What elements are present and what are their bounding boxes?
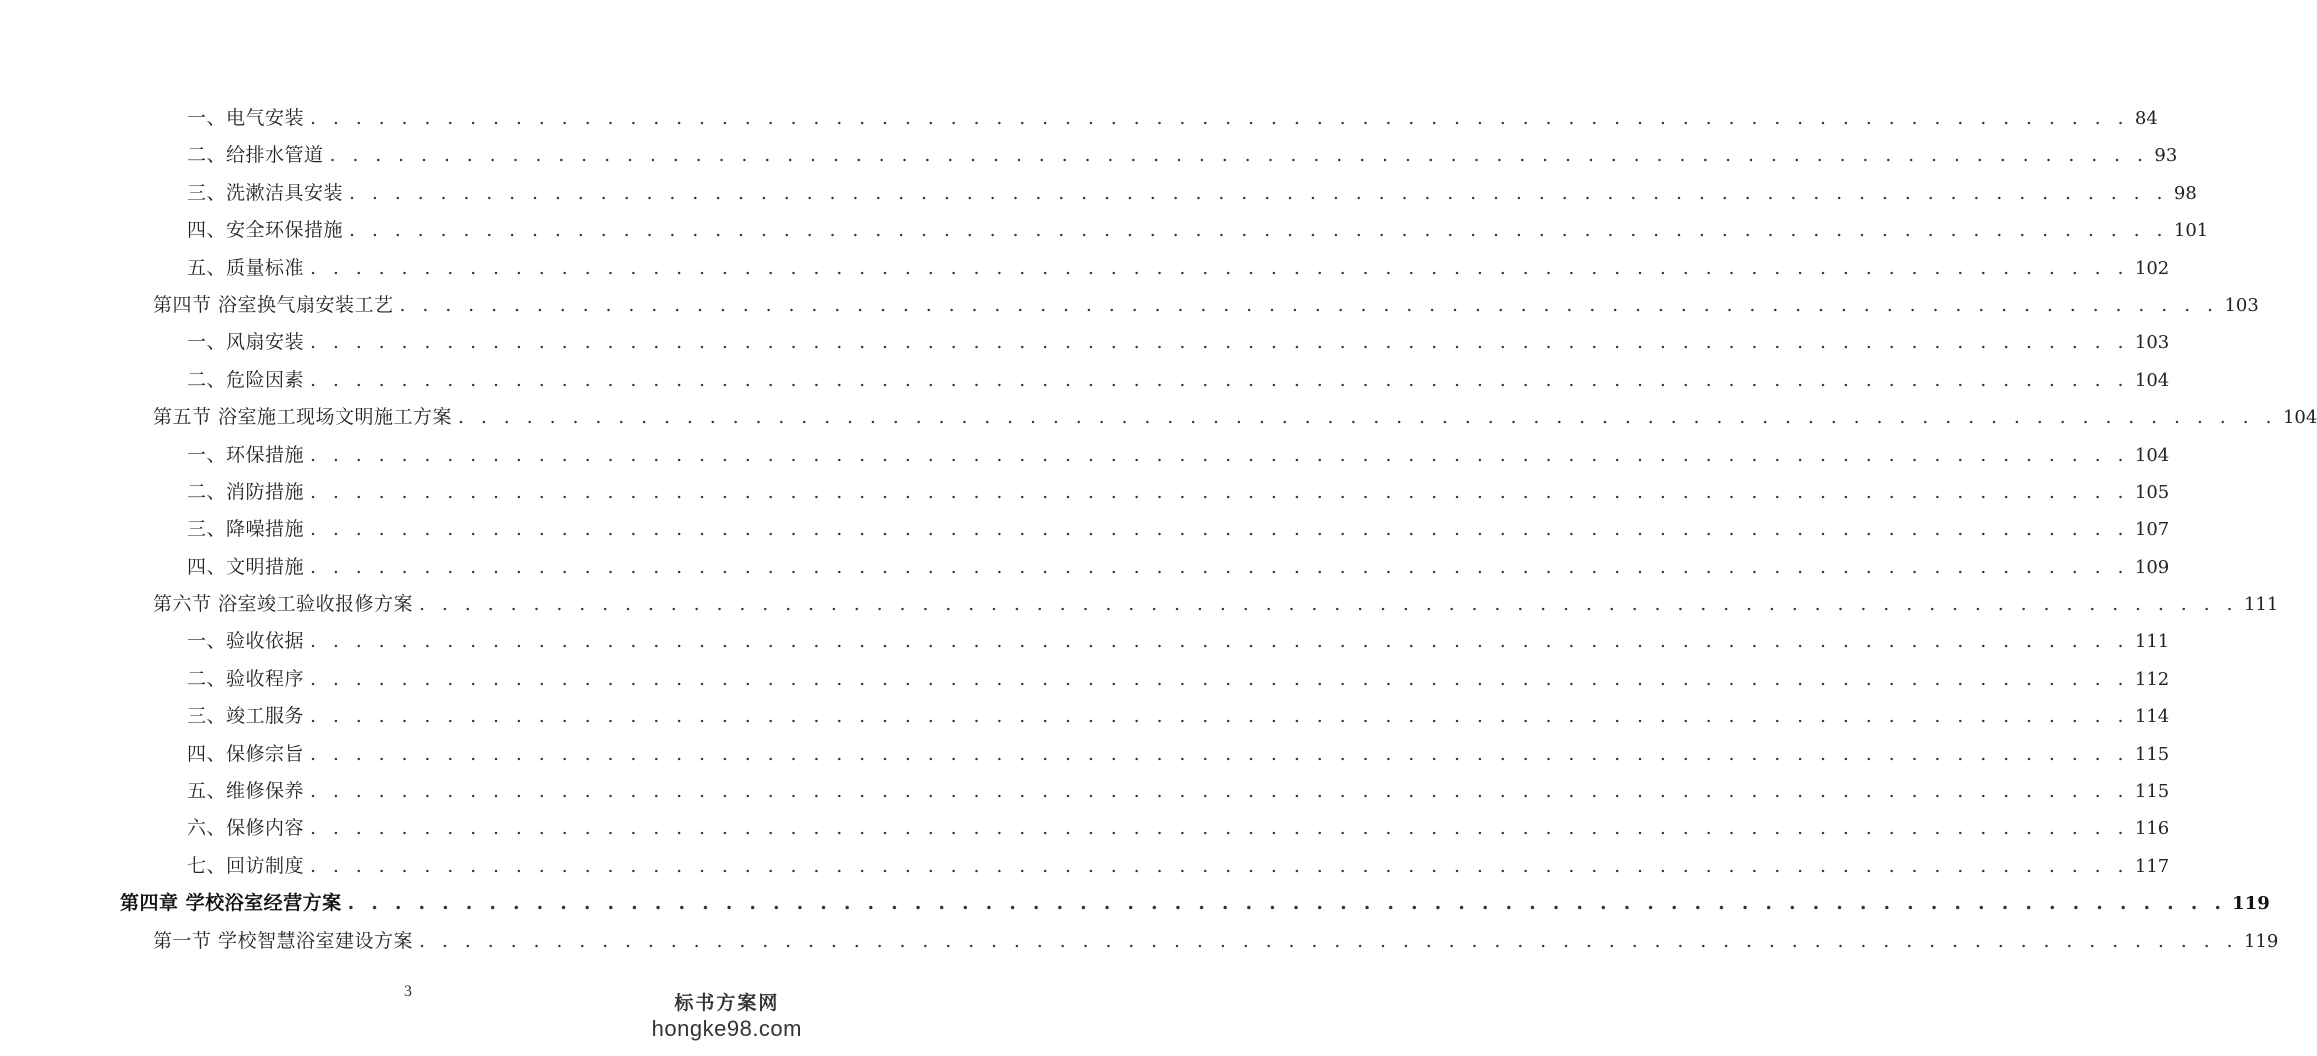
toc-entry-label: 四、文明措施	[187, 555, 305, 578]
toc-subsection-entry[interactable]	[0, 474, 2170, 511]
toc-entry-label: 第六节 浴室竣工验收报修方案	[153, 593, 414, 616]
toc-entry-page: 114	[2134, 706, 2170, 728]
page-number: 3	[404, 983, 412, 1000]
toc-entry-label: 一、电气安装	[187, 107, 305, 129]
toc-subsection-entry[interactable]	[0, 773, 2170, 810]
toc-entry-label: 四、安全环保措施	[187, 219, 344, 242]
toc-entry-page: 111	[2243, 594, 2279, 616]
toc-entry-page: 116	[2134, 818, 2170, 840]
toc-dot-leader: . . . . . . . . . . . . . . . . . . . . . . . . . . . . . . . . . . . . . . . . . . . . . . . . . . . . . . . . . . . . . . . . . . . . . . . . . . . . . . . .	[458, 406, 2277, 429]
toc-entry-page: 119	[2232, 893, 2270, 915]
toc-dot-leader: . . . . . . . . . . . . . . . . . . . . . . . . . . . . . . . . . . . . . . . . . . . . . . . . . . . . . . . . . . . . . . . . . . . . . . . . . . . . . . . .	[349, 219, 2168, 242]
toc-dot-leader: . . . . . . . . . . . . . . . . . . . . . . . . . . . . . . . . . . . . . . . . . . . . . . . . . . . . . . . . . . . . . . . . . . . . . . . . . . . . . . . .	[310, 256, 2129, 279]
toc-dot-leader: . . . . . . . . . . . . . . . . . . . . . . . . . . . . . . . . . . . . . . . . . . . . . . . . . . . . . . . . . . . . . . . . . . . . . . . . . . . . . . . .	[310, 107, 2129, 129]
toc-subsection-entry[interactable]	[0, 324, 2170, 361]
watermark-logo	[652, 992, 802, 1042]
toc-section-entry[interactable]	[0, 287, 2259, 324]
toc-entry-page: 109	[2134, 556, 2170, 578]
toc-entry-label: 三、降噪措施	[187, 518, 305, 541]
toc-entry-label: 一、验收依据	[187, 630, 305, 653]
toc-dot-leader: . . . . . . . . . . . . . . . . . . . . . . . . . . . . . . . . . . . . . . . . . . . . . . . . . . . . . . . . . . . . . . . . . . . . . . . . . . . . . . . .	[399, 293, 2219, 316]
toc-entry-page: 93	[2154, 145, 2178, 167]
toc-entry-label: 第四章 学校浴室经营方案	[120, 892, 342, 915]
toc-entry-label: 七、回访制度	[187, 854, 305, 877]
toc-dot-leader: . . . . . . . . . . . . . . . . . . . . . . . . . . . . . . . . . . . . . . . . . . . . . . . . . . . . . . . . . . . . . . . . . . . . . . . . . . . . . . . .	[329, 144, 2149, 167]
toc-dot-leader: . . . . . . . . . . . . . . . . . . . . . . . . . . . . . . . . . . . . . . . . . . . . . . . . . . . . . . . . . . . . . . . . . . . . . . . . . . . . . . . .	[310, 555, 2129, 578]
toc-dot-leader: . . . . . . . . . . . . . . . . . . . . . . . . . . . . . . . . . . . . . . . . . . . . . . . . . . . . . . . . . . . . . . . . . . . . . . . . . . . . . . . .	[310, 518, 2129, 541]
toc-subsection-entry[interactable]	[0, 362, 2170, 399]
toc-subsection-entry[interactable]	[0, 250, 2170, 287]
toc-entry-page: 105	[2134, 481, 2170, 503]
toc-entry-page: 112	[2134, 668, 2170, 690]
toc-dot-leader: . . . . . . . . . . . . . . . . . . . . . . . . . . . . . . . . . . . . . . . . . . . . . . . . . . . . . . . . . . . . . . . . . . . . . . . . . . . . . . . .	[310, 780, 2129, 803]
toc-entry-page: 103	[2134, 332, 2170, 354]
toc-subsection-entry[interactable]	[0, 437, 2170, 474]
toc-dot-leader: . . . . . . . . . . . . . . . . . . . . . . . . . . . . . . . . . . . . . . . . . . . . . . . . . . . . . . . . . . . . . . . . . . . . . . . . . . . . . . . .	[419, 593, 2238, 616]
toc-entry-label: 五、质量标准	[187, 256, 305, 279]
toc-entry-page: 111	[2134, 631, 2170, 653]
toc-dot-leader: . . . . . . . . . . . . . . . . . . . . . . . . . . . . . . . . . . . . . . . . . . . . . . . . . . . . . . . . . . . . . . . . . . . . . . . . . . . . . . . .	[310, 630, 2129, 653]
toc-entry-label: 第五节 浴室施工现场文明施工方案	[153, 406, 453, 429]
toc-entry-page: 104	[2282, 407, 2317, 429]
toc-entry-label: 第四节 浴室换气扇安装工艺	[153, 293, 394, 316]
toc-subsection-entry[interactable]	[0, 661, 2170, 698]
toc-entry-label: 六、保修内容	[187, 817, 305, 840]
toc-dot-leader: . . . . . . . . . . . . . . . . . . . . . . . . . . . . . . . . . . . . . . . . . . . . . . . . . . . . . . . . . . . . . . . . . . . . . . . . . . . . . . . .	[310, 667, 2129, 690]
toc-dot-leader: . . . . . . . . . . . . . . . . . . . . . . . . . . . . . . . . . . . . . . . . . . . . . . . . . . . . . . . . . . . . . . . . . . . . . . . . . . . . . . . .	[347, 892, 2227, 915]
toc-entry-label: 四、保修宗旨	[187, 742, 305, 765]
toc-subsection-entry[interactable]	[0, 810, 2170, 847]
toc-entry-label: 二、验收程序	[187, 667, 305, 690]
watermark-title: 标书方案网	[674, 993, 780, 1014]
toc-subsection-entry[interactable]	[0, 175, 2197, 212]
toc-entry-page: 102	[2134, 257, 2170, 279]
toc-dot-leader: . . . . . . . . . . . . . . . . . . . . . . . . . . . . . . . . . . . . . . . . . . . . . . . . . . . . . . . . . . . . . . . . . . . . . . . . . . . . . . . .	[349, 181, 2168, 204]
toc-dot-leader: . . . . . . . . . . . . . . . . . . . . . . . . . . . . . . . . . . . . . . . . . . . . . . . . . . . . . . . . . . . . . . . . . . . . . . . . . . . . . . . .	[419, 929, 2238, 952]
toc-entry-label: 第一节 学校智慧浴室建设方案	[153, 929, 414, 952]
toc-entry-page: 104	[2134, 369, 2170, 391]
toc-dot-leader: . . . . . . . . . . . . . . . . . . . . . . . . . . . . . . . . . . . . . . . . . . . . . . . . . . . . . . . . . . . . . . . . . . . . . . . . . . . . . . . .	[310, 854, 2129, 877]
toc-entry-page: 115	[2134, 781, 2170, 803]
toc-entry-label: 三、洗漱洁具安装	[187, 181, 344, 204]
toc-subsection-entry[interactable]	[0, 549, 2170, 586]
toc-dot-leader: . . . . . . . . . . . . . . . . . . . . . . . . . . . . . . . . . . . . . . . . . . . . . . . . . . . . . . . . . . . . . . . . . . . . . . . . . . . . . . . .	[310, 480, 2129, 503]
watermark-url: hongke98.com	[651, 1016, 802, 1041]
toc-entry-page: 115	[2134, 743, 2170, 765]
toc-dot-leader: . . . . . . . . . . . . . . . . . . . . . . . . . . . . . . . . . . . . . . . . . . . . . . . . . . . . . . . . . . . . . . . . . . . . . . . . . . . . . . . .	[310, 443, 2129, 466]
toc-entry-label: 一、风扇安装	[187, 331, 305, 354]
toc-entry-label: 三、竣工服务	[187, 705, 305, 728]
toc-subsection-entry[interactable]	[0, 511, 2170, 548]
toc-section-entry[interactable]	[0, 399, 2317, 436]
toc-entry-page: 104	[2134, 444, 2170, 466]
toc-entry-page: 119	[2243, 930, 2279, 952]
toc-entry-label: 二、危险因素	[187, 368, 305, 391]
toc-subsection-entry[interactable]	[0, 623, 2170, 660]
toc-dot-leader: . . . . . . . . . . . . . . . . . . . . . . . . . . . . . . . . . . . . . . . . . . . . . . . . . . . . . . . . . . . . . . . . . . . . . . . . . . . . . . . .	[310, 742, 2129, 765]
toc-dot-leader: . . . . . . . . . . . . . . . . . . . . . . . . . . . . . . . . . . . . . . . . . . . . . . . . . . . . . . . . . . . . . . . . . . . . . . . . . . . . . . . .	[310, 331, 2129, 354]
toc-dot-leader: . . . . . . . . . . . . . . . . . . . . . . . . . . . . . . . . . . . . . . . . . . . . . . . . . . . . . . . . . . . . . . . . . . . . . . . . . . . . . . . .	[310, 705, 2129, 728]
toc-dot-leader: . . . . . . . . . . . . . . . . . . . . . . . . . . . . . . . . . . . . . . . . . . . . . . . . . . . . . . . . . . . . . . . . . . . . . . . . . . . . . . . .	[310, 368, 2129, 391]
toc-entry-page: 84	[2134, 108, 2158, 129]
toc-subsection-entry[interactable]	[0, 137, 2178, 174]
toc-entry-label: 一、环保措施	[187, 443, 305, 466]
toc-subsection-entry[interactable]	[0, 698, 2170, 735]
toc-entry-label: 五、维修保养	[187, 780, 305, 803]
toc-entry-page: 101	[2173, 220, 2209, 242]
toc-section-entry[interactable]	[0, 923, 2279, 960]
toc-subsection-entry[interactable]	[0, 848, 2170, 885]
toc-entry-label: 二、给排水管道	[187, 144, 324, 167]
toc-entry-page: 117	[2134, 855, 2170, 877]
toc-subsection-entry[interactable]	[0, 212, 2209, 249]
toc-dot-leader: . . . . . . . . . . . . . . . . . . . . . . . . . . . . . . . . . . . . . . . . . . . . . . . . . . . . . . . . . . . . . . . . . . . . . . . . . . . . . . . .	[310, 817, 2129, 840]
toc-entry-page: 107	[2134, 519, 2170, 541]
toc-entry-page: 98	[2173, 182, 2197, 204]
toc-subsection-entry[interactable]	[0, 100, 2158, 137]
toc-entry-page: 103	[2224, 294, 2259, 316]
toc-entry-label: 二、消防措施	[187, 480, 305, 503]
table-of-contents	[0, 100, 2317, 960]
toc-section-entry[interactable]	[0, 586, 2279, 623]
toc-chapter-entry[interactable]	[0, 885, 2270, 922]
toc-subsection-entry[interactable]	[0, 736, 2170, 773]
